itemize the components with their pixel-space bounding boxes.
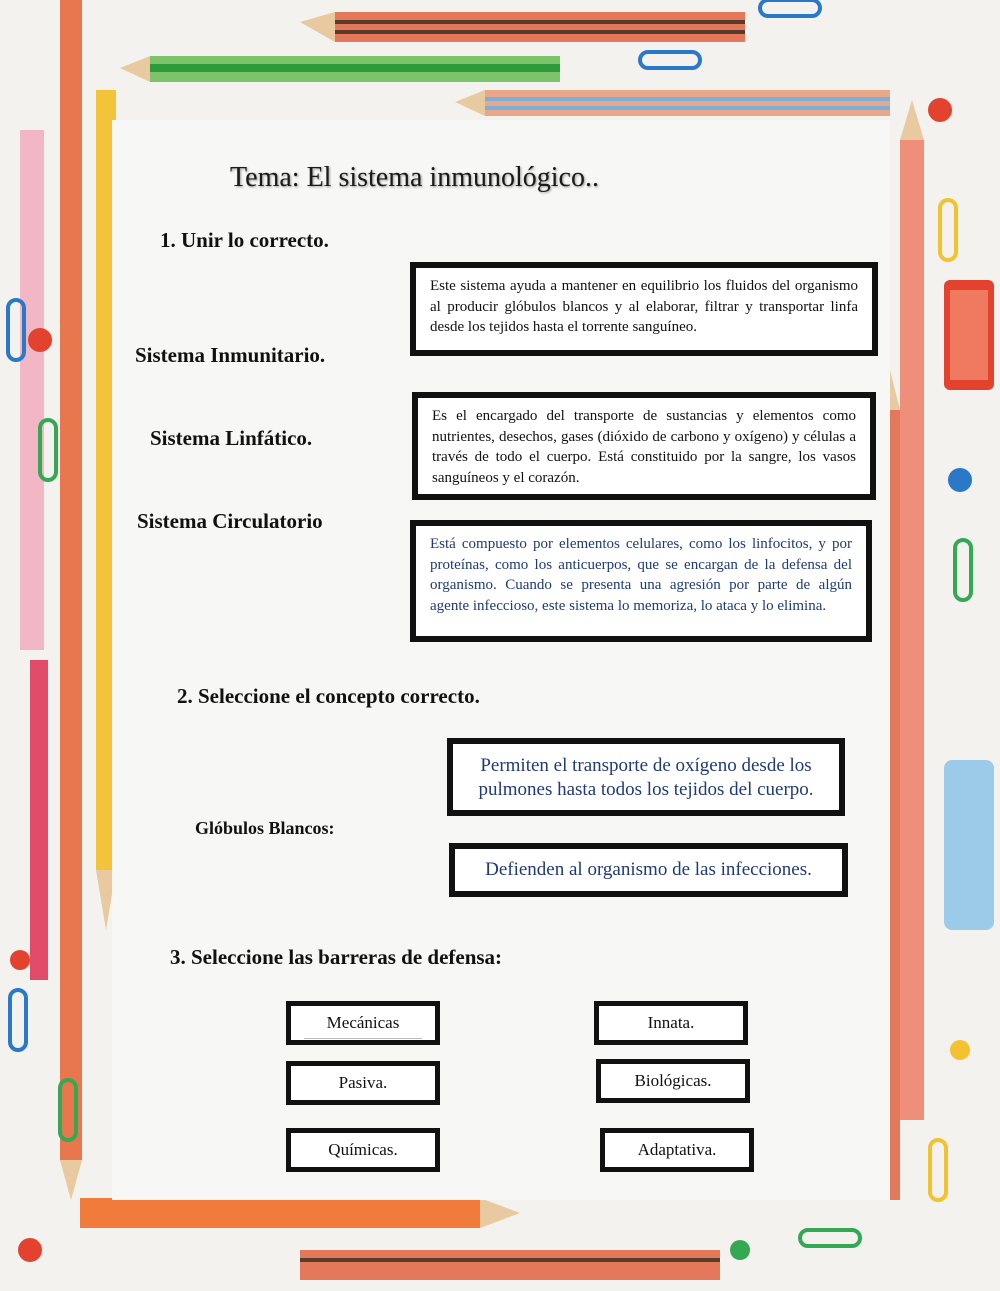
push-pin-icon [28, 328, 52, 352]
push-pin-icon [18, 1238, 42, 1262]
paper-clip-icon [640, 52, 700, 68]
concept-option-1[interactable] [447, 738, 845, 816]
push-pin-icon [730, 1240, 750, 1260]
barrier-label-quimicas: Químicas. [328, 1140, 398, 1159]
worksheet-title: Tema: El sistema inmunológico.. [230, 162, 599, 193]
section-3-heading: 3. Seleccione las barreras de defensa: [170, 945, 503, 969]
concept-option-2-text: Defienden al organismo de las infecciones. [485, 859, 812, 880]
barrier-label-pasiva: Pasiva. [338, 1073, 388, 1092]
barrier-option-adaptativa[interactable] [600, 1128, 754, 1172]
paper-clip-icon [940, 200, 956, 260]
pencil-icon [80, 1198, 520, 1228]
definition-text-2: Es el encargado del transporte de sustancias y elementos como nutrientes, desechos, gases (dióxido de carbono y oxígeno) y células a través de todo el cuerpo. Está constituido por la sangre, los vasos sanguíneos y el corazón. [432, 408, 856, 486]
paper-clip-icon [800, 1230, 860, 1246]
term-globulos-blancos: Glóbulos Blancos: [195, 818, 335, 838]
barrier-label-innata: Innata. [647, 1013, 695, 1032]
eraser-icon [944, 280, 994, 390]
barrier-option-biologicas[interactable] [596, 1059, 750, 1103]
barrier-option-mecanicas[interactable] [286, 1001, 440, 1045]
pencil-icon [455, 90, 890, 116]
barrier-option-quimicas[interactable] [286, 1128, 440, 1172]
paper-clip-icon [10, 990, 26, 1050]
section-1-heading: 1. Unir lo correcto. [160, 228, 329, 252]
paper-clip-icon [930, 1140, 946, 1200]
definition-text-1: Este sistema ayuda a mantener en equilibrio los fluidos del organismo al producir glóbulos blancos y al elaborar, filtrar y transportar linfa desde los tejidos hasta el torrente sanguíneo. [430, 278, 858, 335]
barrier-option-pasiva[interactable] [286, 1061, 440, 1105]
definition-box-1[interactable] [410, 262, 878, 356]
pencil-icon [120, 56, 560, 82]
concept-option-1-text: Permiten el transporte de oxígeno desde los pulmones hasta todos los tejidos del cuerpo. [478, 755, 814, 800]
section-2-heading: 2. Seleccione el concepto correcto. [177, 684, 480, 708]
marker-icon [944, 760, 994, 930]
pencil-icon [300, 1250, 720, 1280]
barrier-label-adaptativa: Adaptativa. [637, 1140, 717, 1159]
paper-clip-icon [955, 540, 971, 600]
pencil-icon [60, 0, 82, 1200]
term-sistema-circulatorio[interactable]: Sistema Circulatorio [137, 509, 323, 533]
term-sistema-inmunitario[interactable]: Sistema Inmunitario. [135, 343, 326, 367]
barrier-label-mecanicas: Mecánicas [304, 1008, 422, 1039]
paper-clip-icon [760, 0, 820, 16]
term-sistema-linfatico[interactable]: Sistema Linfático. [150, 426, 313, 450]
pencil-icon [300, 12, 745, 42]
definition-text-3: Está compuesto por elementos celulares, como los linfocitos, y por proteínas, como los anticuerpos, que se encargan de la defensa del organismo. Cuando se presenta una agresión por parte de algún agente infeccioso, este sistema lo memoriza, lo ataca y lo elimina. [430, 536, 852, 614]
push-pin-icon [948, 468, 972, 492]
push-pin-icon [928, 98, 952, 122]
barrier-option-innata[interactable] [594, 1001, 748, 1045]
definition-box-3[interactable] [410, 520, 872, 642]
push-pin-icon [10, 950, 30, 970]
pencil-icon [900, 100, 924, 1120]
concept-option-2[interactable] [449, 843, 848, 897]
definition-box-2[interactable] [412, 392, 876, 500]
push-pin-icon [950, 1040, 970, 1060]
barrier-label-biologicas: Biológicas. [634, 1071, 712, 1090]
pencil-icon [20, 130, 48, 980]
